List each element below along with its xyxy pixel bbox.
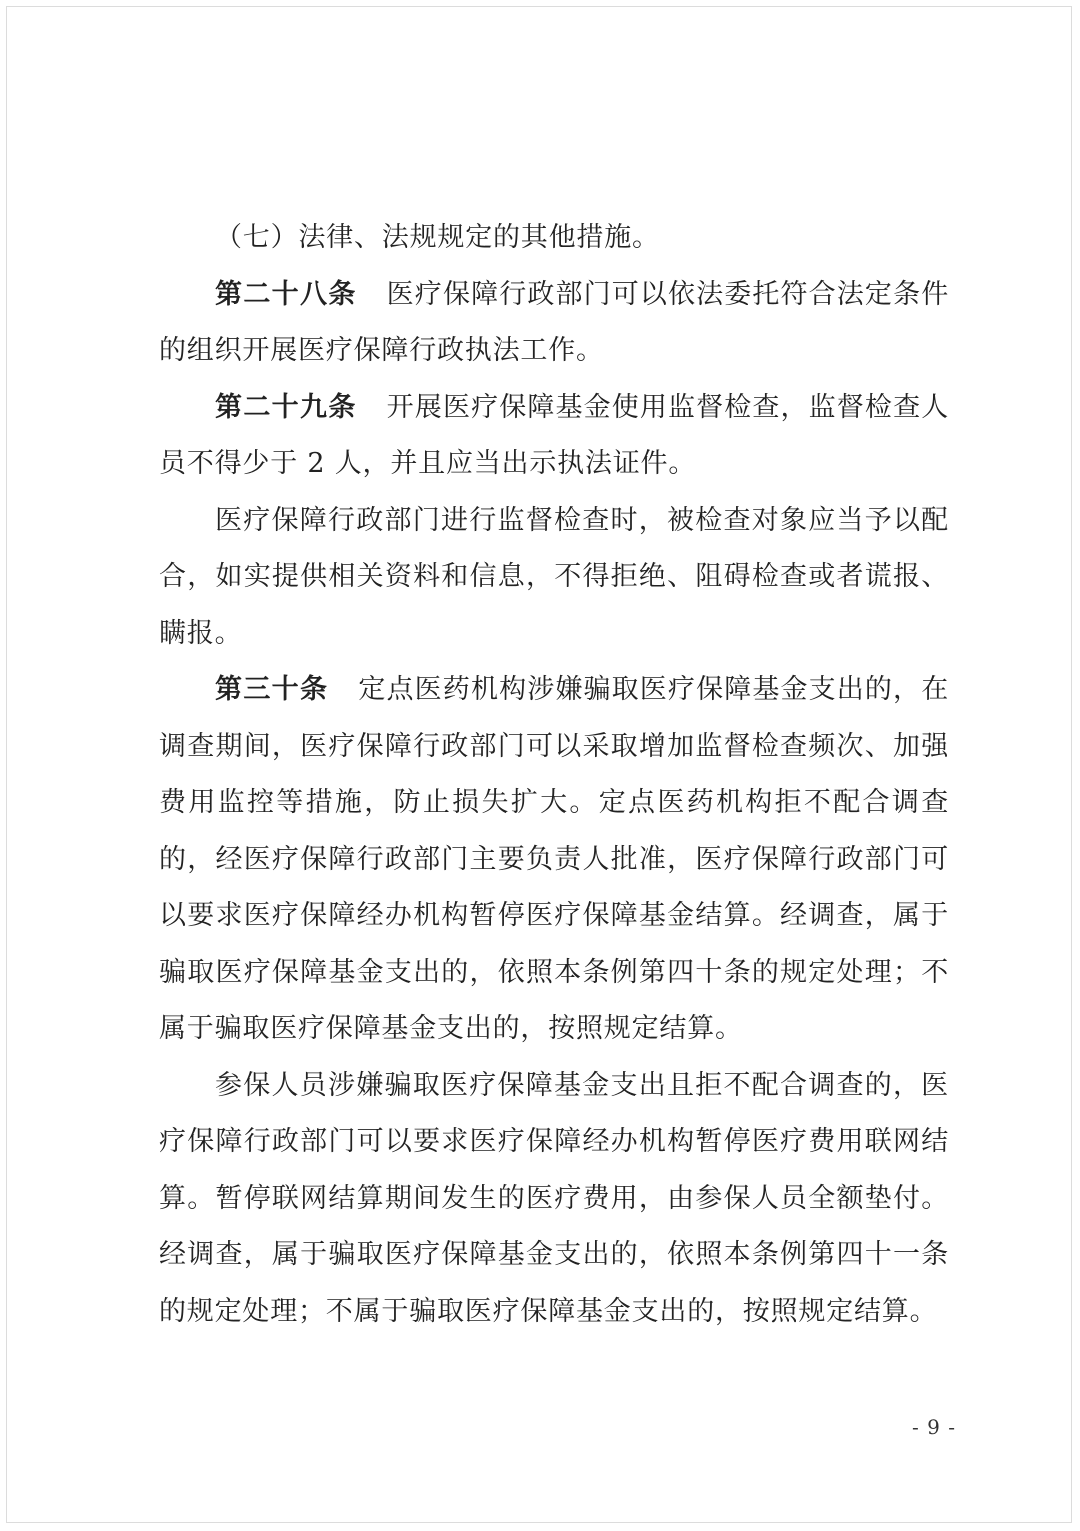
paragraph-article-30 — [159, 662, 949, 1058]
paragraph-article-28 — [159, 267, 949, 380]
paragraph-text: 医疗保障行政部门进行监督检查时，被检查对象应当予以配合，如实提供相关资料和信息，不得拒绝、阻碍检查或者谎报、瞒报。 — [159, 504, 949, 649]
article-label: 第二十九条 — [215, 391, 357, 423]
paragraph-article-29-clause-2 — [159, 493, 949, 663]
paragraph-article-29 — [159, 380, 949, 493]
paragraph-measure-7 — [159, 210, 949, 267]
document-body — [159, 210, 949, 1340]
paragraph-text: 开展医疗保障基金使用监督检查，监督检查人员不得少于 2 人，并且应当出示执法证件。 — [159, 391, 950, 479]
paragraph-text: （七）法律、法规规定的其他措施。 — [215, 222, 660, 253]
article-label: 第二十八条 — [215, 278, 357, 310]
paragraph-article-30-clause-2 — [159, 1058, 949, 1341]
paragraph-text: 定点医药机构涉嫌骗取医疗保障基金支出的，在调查期间，医疗保障行政部门可以采取增加监督检查频次、加强费用监控等措施，防止损失扩大。定点医药机构拒不配合调查的，经医疗保障行政部门主要负责人批准，医疗保障行政部门可以要求医疗保障经办机构暂停医疗保障基金结算。经调查，属于骗取医疗保障基金支出的，依照本条例第四十条的规定处理；不属于骗取医疗保障基金支出的，按照规定结算。 — [159, 674, 949, 1044]
page-number: - 9 - — [912, 1415, 956, 1439]
article-label: 第三十条 — [215, 674, 329, 705]
paragraph-text: 医疗保障行政部门可以依法委托符合法定条件的组织开展医疗保障行政执法工作。 — [159, 278, 950, 366]
document-page — [6, 6, 1072, 1523]
paragraph-text: 参保人员涉嫌骗取医疗保障基金支出且拒不配合调查的，医疗保障行政部门可以要求医疗保障经办机构暂停医疗费用联网结算。暂停联网结算期间发生的医疗费用，由参保人员全额垫付。经调查，属于骗取医疗保障基金支出的，依照本条例第四十一条的规定处理；不属于骗取医疗保障基金支出的，按照规定结算。 — [159, 1069, 949, 1327]
